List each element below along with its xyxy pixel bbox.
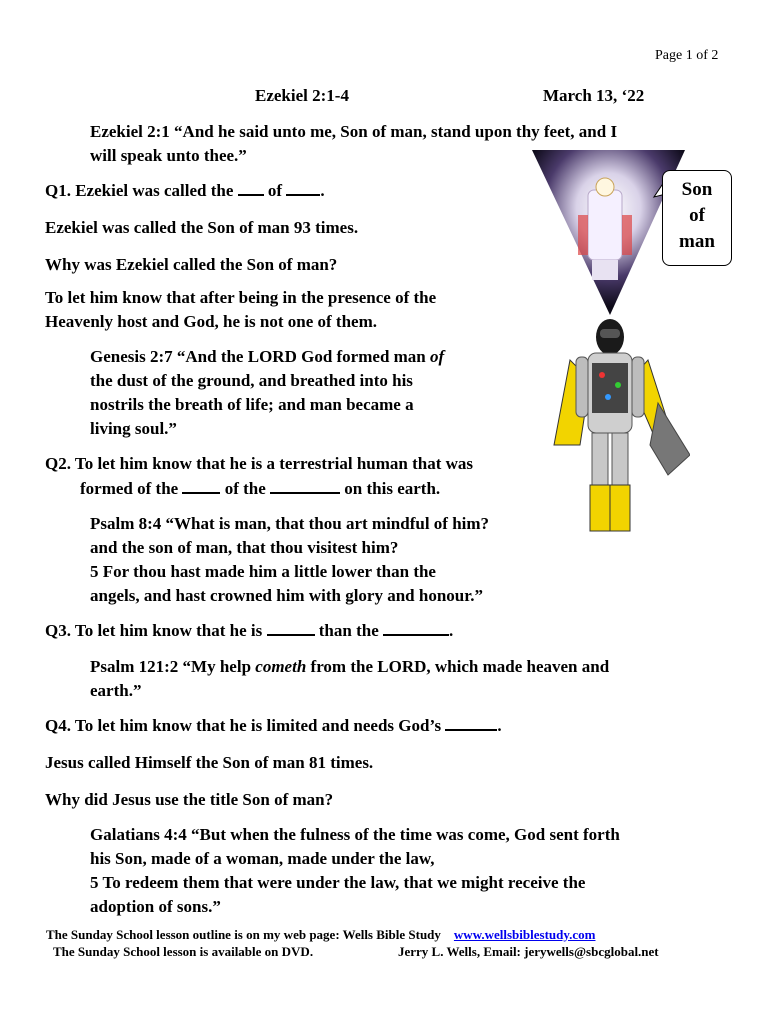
psalm-8-line-1: Psalm 8:4 “What is man, that thou art mindful of him?	[90, 514, 490, 533]
astronaut-figure-icon	[554, 319, 690, 531]
question-2-line-1: Q2. To let him know that he is a terrestrial human that was	[45, 454, 474, 473]
ezekiel-93-times: Ezekiel was called the Son of man 93 times.	[45, 218, 359, 237]
blank-3a	[267, 620, 315, 636]
page-number: Page 1 of 2	[655, 48, 719, 63]
blank-3b	[383, 620, 449, 636]
genesis-line-4: living soul.”	[90, 419, 177, 438]
footer-line-1: The Sunday School lesson outline is on my web page: Wells Bible Study www.wellsbiblestudy.com	[46, 927, 596, 942]
question-1: Q1. Ezekiel was called the of .	[45, 181, 325, 200]
blank-2a	[182, 478, 220, 494]
jesus-81-times: Jesus called Himself the Son of man 81 times.	[45, 753, 374, 772]
why-ezekiel-question: Why was Ezekiel called the Son of man?	[45, 255, 338, 274]
blank-1a	[238, 180, 264, 196]
lesson-date: March 13, ‘22	[543, 86, 645, 105]
genesis-line-2: the dust of the ground, and breathed into his	[90, 371, 413, 390]
answer-line-1: To let him know that after being in the presence of the	[45, 288, 437, 307]
question-3: Q3. To let him know that he is than the .	[45, 621, 454, 640]
lesson-scripture: Ezekiel 2:1-4	[255, 86, 349, 105]
galatians-line-1: Galatians 4:4 “But when the fulness of the time was come, God sent forth	[90, 825, 620, 844]
psalm-121-line-1: Psalm 121:2 “My help cometh from the LORD, which made heaven and	[90, 657, 610, 676]
galatians-line-4: adoption of sons.”	[90, 897, 221, 916]
footer-contact: Jerry L. Wells, Email: jerywells@sbcglobal.net	[398, 944, 659, 959]
why-jesus-question: Why did Jesus use the title Son of man?	[45, 790, 334, 809]
question-4: Q4. To let him know that he is limited and needs God’s .	[45, 716, 502, 735]
son-of-man-speech-bubble: Son of man	[662, 170, 732, 266]
blank-1b	[286, 180, 320, 196]
psalm-121-line-2: earth.”	[90, 681, 142, 700]
footer-line-2: The Sunday School lesson is available on DVD.	[53, 944, 314, 959]
psalm-8-line-4: angels, and hast crowned him with glory and honour.”	[90, 586, 483, 605]
galatians-line-3: 5 To redeem them that were under the law, that we might receive the	[90, 873, 586, 892]
question-2-line-2: formed of the of the on this earth.	[80, 479, 441, 498]
psalm-8-line-3: 5 For thou hast made him a little lower than the	[90, 562, 436, 581]
verse-ezekiel-line-1: Ezekiel 2:1 “And he said unto me, Son of man, stand upon thy feet, and I	[90, 122, 618, 141]
website-link[interactable]: www.wellsbiblestudy.com	[453, 927, 596, 942]
galatians-line-2: his Son, made of a woman, made under the law,	[90, 849, 435, 868]
genesis-line-1: Genesis 2:7 “And the LORD God formed man of	[90, 347, 445, 366]
verse-ezekiel-line-2: will speak unto thee.”	[90, 146, 247, 165]
blank-2b	[270, 478, 340, 494]
psalm-8-line-2: and the son of man, that thou visitest him?	[90, 538, 399, 557]
answer-line-2: Heavenly host and God, he is not one of them.	[45, 312, 377, 331]
genesis-line-3: nostrils the breath of life; and man became a	[90, 395, 414, 414]
blank-4a	[445, 715, 497, 731]
